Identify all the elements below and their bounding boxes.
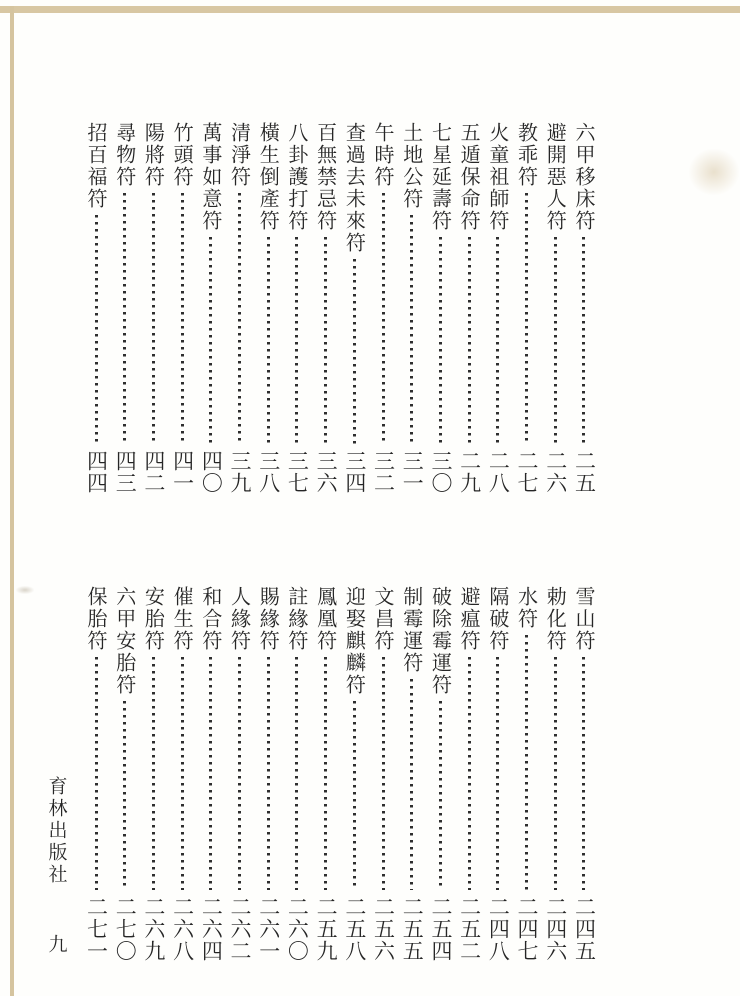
dotted-leader — [554, 237, 557, 444]
dotted-leader — [353, 701, 356, 890]
toc-entry — [226, 586, 254, 962]
toc-entry — [340, 122, 368, 494]
toc-entry-title: 註緣符 — [284, 586, 309, 652]
toc-entry — [226, 122, 254, 494]
toc-entry-page-number: 四四 — [84, 450, 109, 494]
toc-entry-title: 尋物符 — [112, 122, 137, 188]
toc-entry — [398, 586, 426, 962]
dotted-leader — [209, 237, 212, 444]
toc-entry — [82, 586, 110, 962]
toc-entry — [570, 122, 598, 494]
toc-entry-title: 招百福符 — [84, 122, 108, 210]
toc-entry — [312, 122, 340, 494]
toc-entry — [369, 122, 397, 494]
toc-entry — [197, 586, 225, 962]
toc-entry-title: 教乖符 — [514, 122, 539, 188]
scan-edge-left — [10, 6, 14, 996]
toc-entry-page-number: 二五五 — [400, 896, 425, 962]
toc-entry — [139, 122, 167, 494]
toc-entry-page-number: 二八 — [486, 450, 511, 494]
toc-entry-title: 勅化符 — [543, 586, 568, 652]
toc-entry-page-number: 二五四 — [428, 896, 453, 962]
toc-entry — [541, 586, 569, 962]
dotted-leader — [267, 237, 270, 444]
toc-entry-title: 賜緣符 — [256, 586, 281, 652]
toc-entry-page-number: 二五九 — [314, 896, 339, 962]
toc-entry — [426, 586, 454, 962]
toc-entry-title: 六甲移床符 — [571, 122, 596, 232]
toc-entry-title: 制霉運符 — [399, 586, 424, 674]
toc-entry — [398, 122, 426, 494]
toc-entry-page-number: 三一 — [400, 450, 425, 494]
toc-entry-title: 避瘟符 — [457, 586, 482, 652]
toc-entry-page-number: 二四八 — [486, 896, 511, 962]
toc-entry-page-number: 三八 — [256, 450, 281, 494]
toc-entry-page-number: 三六 — [314, 450, 339, 494]
toc-entry-page-number: 二七一 — [84, 896, 109, 962]
dotted-leader — [410, 215, 413, 444]
toc-entry — [484, 122, 512, 494]
dotted-leader — [439, 701, 442, 890]
toc-entry-page-number: 二六一 — [256, 896, 281, 962]
dotted-leader — [353, 259, 356, 444]
toc-entry-page-number: 三四 — [342, 450, 367, 494]
toc-entry-page-number: 二四六 — [543, 896, 568, 962]
dotted-leader — [324, 657, 327, 890]
toc-entry-title: 清淨符 — [227, 122, 252, 188]
toc-entry — [513, 586, 541, 962]
toc-entry-page-number: 二七 — [515, 450, 540, 494]
dotted-leader — [582, 657, 585, 890]
toc-entry — [254, 122, 282, 494]
scan-smudge — [688, 148, 740, 196]
toc-entry-page-number: 二六 — [543, 450, 568, 494]
dotted-leader — [468, 237, 471, 444]
toc-entry — [254, 586, 282, 962]
toc-entry-title: 陽將符 — [141, 122, 166, 188]
toc-entry — [111, 122, 139, 494]
scan-smudge — [16, 586, 34, 594]
toc-entry-page-number: 二六四 — [199, 896, 224, 962]
toc-entry-title: 八卦護打符 — [284, 122, 309, 232]
dotted-leader — [267, 657, 270, 890]
toc-entry — [139, 586, 167, 962]
toc-entry-title: 五遁保命符 — [457, 122, 482, 232]
toc-entry — [168, 122, 196, 494]
toc-entry-page-number: 四三 — [113, 450, 138, 494]
toc-entry-title: 竹頭符 — [170, 122, 195, 188]
toc-entry-title: 文昌符 — [371, 586, 396, 652]
toc-entry-page-number: 二六〇 — [285, 896, 310, 962]
dotted-leader — [152, 193, 155, 444]
toc-entry-page-number: 三〇 — [428, 450, 453, 494]
toc-entry-title: 安胎符 — [141, 586, 166, 652]
toc-entry-title: 午時符 — [371, 122, 396, 188]
toc-entry-page-number: 四〇 — [199, 450, 224, 494]
toc-entry — [455, 586, 483, 962]
toc-entry — [82, 122, 110, 494]
toc-entry-page-number: 三二 — [371, 450, 396, 494]
toc-entry-page-number: 三七 — [285, 450, 310, 494]
dotted-leader — [382, 193, 385, 444]
dotted-leader — [468, 657, 471, 890]
toc-entry-title: 橫生倒產符 — [256, 122, 281, 232]
toc-entry — [283, 122, 311, 494]
dotted-leader — [295, 657, 298, 890]
toc-entry-title: 迎娶麒麟符 — [342, 586, 367, 696]
toc-entry — [197, 122, 225, 494]
toc-entry — [484, 586, 512, 962]
dotted-leader — [123, 193, 126, 444]
toc-entry-page-number: 三九 — [228, 450, 253, 494]
toc-entry-page-number: 二六九 — [141, 896, 166, 962]
dotted-leader — [95, 215, 98, 444]
dotted-leader — [582, 237, 585, 444]
toc-entry-title: 查過去未來符 — [342, 122, 367, 254]
toc-entry-title: 人緣符 — [227, 586, 252, 652]
toc-entry-title: 百無禁忌符 — [313, 122, 338, 232]
toc-entry-title: 土地公符 — [399, 122, 424, 210]
toc-entry — [513, 122, 541, 494]
toc-entry-page-number: 二七〇 — [113, 896, 138, 962]
toc-entry-title: 隔破符 — [485, 586, 510, 652]
dotted-leader — [496, 237, 499, 444]
toc-entry-title: 和合符 — [198, 586, 223, 652]
toc-entry — [111, 586, 139, 962]
toc-entry-page-number: 二四七 — [515, 896, 540, 962]
toc-entry-page-number: 二五八 — [342, 896, 367, 962]
toc-entry — [369, 586, 397, 962]
folio-page-number: 九 — [45, 934, 68, 956]
dotted-leader — [324, 237, 327, 444]
dotted-leader — [496, 657, 499, 890]
toc-entry — [283, 586, 311, 962]
toc-entry — [426, 122, 454, 494]
toc-entry-title: 七星延壽符 — [428, 122, 453, 232]
toc-entry — [541, 122, 569, 494]
toc-entry-page-number: 二四五 — [572, 896, 597, 962]
toc-entry — [455, 122, 483, 494]
dotted-leader — [410, 679, 413, 890]
colophon — [44, 776, 68, 956]
dotted-leader — [181, 657, 184, 890]
toc-entry-title: 萬事如意符 — [198, 122, 223, 232]
toc-entry-title: 避開惡人符 — [543, 122, 568, 232]
toc-entry — [570, 586, 598, 962]
dotted-leader — [439, 237, 442, 444]
dotted-leader — [525, 193, 528, 444]
scan-edge-top — [0, 6, 740, 13]
toc-entry — [312, 586, 340, 962]
toc-entry-page-number: 四一 — [170, 450, 195, 494]
dotted-leader — [382, 657, 385, 890]
toc-section-bottom — [82, 586, 598, 962]
dotted-leader — [295, 237, 298, 444]
dotted-leader — [238, 193, 241, 444]
toc-entry-title: 鳳凰符 — [313, 586, 338, 652]
dotted-leader — [181, 193, 184, 444]
toc-entry-page-number: 二九 — [457, 450, 482, 494]
toc-entry-page-number: 二五六 — [371, 896, 396, 962]
toc-entry-title: 保胎符 — [84, 586, 108, 652]
toc-entry — [340, 586, 368, 962]
toc-entry-title: 六甲安胎符 — [112, 586, 137, 696]
dotted-leader — [123, 701, 126, 890]
toc-entry-page-number: 二六二 — [228, 896, 253, 962]
toc-entry-title: 水符 — [514, 586, 539, 630]
toc-entry-title: 破除霉運符 — [428, 586, 453, 696]
toc-entry-title: 雪山符 — [571, 586, 596, 652]
dotted-leader — [238, 657, 241, 890]
toc-entry-title: 火童祖師符 — [485, 122, 510, 232]
publisher-name: 育林出版社 — [45, 776, 68, 886]
toc-entry-page-number: 二六八 — [170, 896, 195, 962]
dotted-leader — [525, 635, 528, 890]
toc-entry — [168, 586, 196, 962]
dotted-leader — [209, 657, 212, 890]
dotted-leader — [554, 657, 557, 890]
toc-entry-page-number: 四二 — [141, 450, 166, 494]
toc-entry-page-number: 二五二 — [457, 896, 482, 962]
dotted-leader — [95, 657, 98, 890]
toc-entry-page-number: 二五 — [572, 450, 597, 494]
dotted-leader — [152, 657, 155, 890]
toc-entry-title: 催生符 — [170, 586, 195, 652]
toc-section-top — [82, 122, 598, 494]
